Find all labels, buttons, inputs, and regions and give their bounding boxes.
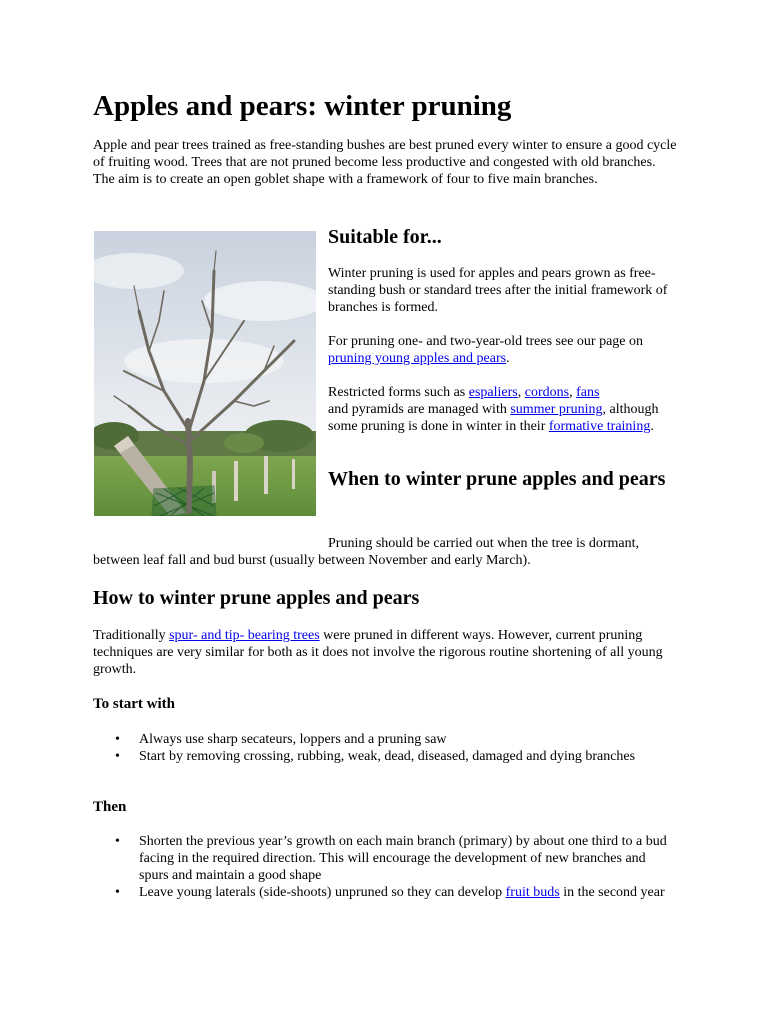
when-paragraph [93, 535, 678, 569]
text-span: Traditionally [93, 628, 170, 643]
how-heading: How to winter prune apples and pears [93, 587, 420, 609]
when-heading: When to winter prune apples and pears [328, 468, 666, 490]
link-espaliers[interactable]: espaliers [468, 385, 518, 400]
text-span: For pruning one- and two-year-old trees see our page on [328, 334, 644, 349]
link-spur-tip-bearing[interactable]: spur- and tip- bearing trees [169, 628, 320, 643]
link-cordons[interactable]: cordons [524, 385, 570, 400]
suitable-heading: Suitable for... [328, 226, 442, 248]
text-span: Leave young laterals (side-shoots) unpruned so they can develop [139, 885, 506, 900]
intro-paragraph: Apple and pear trees trained as free-standing bushes are best pruned every winter to ensure a good cycle of fruiting wood. Trees that are not pruned become less productive and congested with old branches. The aim is to create an open goblet shape with a framework of four to five main branches. [93, 138, 677, 187]
suitable-paragraph-3 [328, 384, 673, 435]
link-formative-training[interactable]: formative training [548, 419, 651, 434]
text-span: and pyramids are managed with [328, 402, 511, 417]
link-fans[interactable]: fans [576, 385, 600, 400]
list-item: • Shorten the previous year’s growth on each main branch (primary) by about one third to a bud facing in the required direction. This will encourage the development of new branches and spurs and maintain a good shape [93, 833, 673, 884]
start-list [93, 731, 673, 765]
text-span: Pruning should be carried out when the tree is dormant, between leaf fall and bud burst (usually between November and early March). [93, 536, 640, 568]
text-span: , although some pruning is done in winter in their [328, 402, 659, 434]
list-item: • Always use sharp secateurs, loppers and a pruning saw [93, 731, 673, 748]
suitable-paragraph-1: Winter pruning is used for apples and pears grown as free-standing bush or standard trees after the initial framework of branches is formed. [328, 266, 668, 315]
list-item [93, 884, 673, 901]
link-fruit-buds[interactable]: fruit buds [505, 885, 560, 900]
pruned-tree-photo [94, 231, 316, 516]
text-span: were pruned in different ways. However, current pruning techniques are very similar for both as it does not involve the rigorous routine shortening of all young growth. [93, 628, 663, 677]
text-span: . [506, 351, 510, 366]
text-span: , [517, 385, 525, 400]
how-paragraph [93, 627, 678, 678]
text-span: Restricted forms such as [328, 385, 469, 400]
page-title: Apples and pears: winter pruning [93, 90, 512, 122]
then-list [93, 833, 673, 901]
start-heading: To start with [93, 696, 175, 712]
text-span: . [650, 419, 654, 434]
text-span: , [569, 385, 577, 400]
text-span: in the second year [559, 885, 665, 900]
suitable-paragraph-2 [328, 333, 673, 367]
then-heading: Then [93, 799, 127, 815]
link-pruning-young-apples[interactable]: pruning young apples and pears [328, 351, 507, 366]
link-summer-pruning[interactable]: summer pruning [510, 402, 603, 417]
list-item: • Start by removing crossing, rubbing, weak, dead, diseased, damaged and dying branches [93, 748, 673, 765]
